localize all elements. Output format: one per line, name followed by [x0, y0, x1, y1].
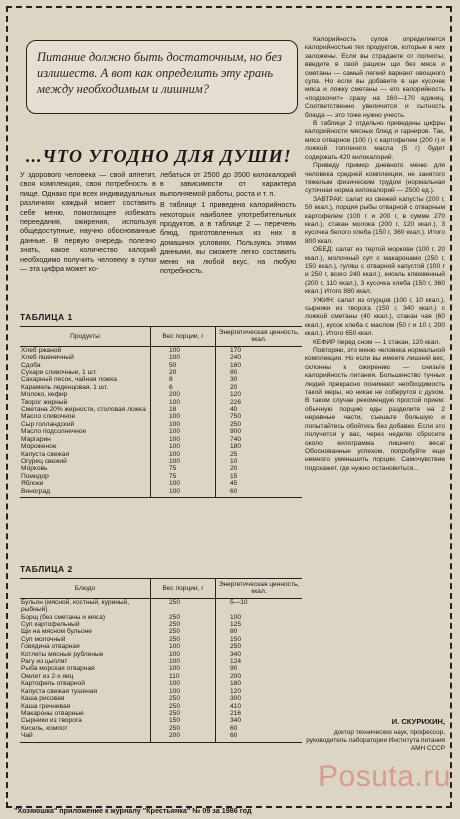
- cell-weight: 100: [151, 436, 216, 443]
- cell-kcal: 45: [216, 480, 303, 487]
- cell-weight: 100: [151, 346, 216, 354]
- watermark-logo: Posuta.ru: [318, 760, 451, 793]
- table2-row: [20, 643, 302, 650]
- lead-column-right: [160, 170, 296, 275]
- cell-weight: 250: [151, 703, 216, 710]
- cell-kcal: 124: [216, 658, 303, 665]
- cell-weight: 50: [151, 362, 216, 369]
- table2-row: [20, 651, 302, 658]
- cell-name: Хлеб ржаной: [21, 346, 62, 354]
- quote-box: [26, 40, 298, 114]
- cell-weight: 100: [151, 688, 216, 695]
- table1-row: [20, 451, 302, 458]
- cell-kcal: 900: [216, 428, 303, 435]
- table1-header-weight: Вес порции, г: [151, 327, 216, 347]
- table1-row: [20, 399, 302, 406]
- table2-row: [20, 628, 302, 635]
- cell-name: Каша рисовая: [21, 695, 65, 703]
- cell-weight: 250: [151, 598, 216, 613]
- cell-weight: 75: [151, 465, 216, 472]
- cell-kcal: 60: [216, 488, 303, 498]
- cell-name: Картофель отварной: [21, 680, 85, 688]
- table2-title: ТАБЛИЦА 2: [20, 564, 73, 574]
- lead-text-right-2: В таблице 1 приведена калорийность некоторых наиболее употребительных продуктов, а в таблице 2 — перечень блюд, приготовленных из них в домашних условиях. Пользуясь этими данными, вы сможете легко составить меню на любой вкус, на любую потребность.: [160, 200, 296, 276]
- article-headline: ...ЧТО УГОДНО ДЛЯ ДУШИ!: [26, 146, 292, 166]
- cell-name: Котлеты мясные рубленые: [21, 650, 104, 658]
- cell-name: Сдоба: [21, 361, 41, 369]
- right-column-paragraph: Калорийность супов определяется калорийностью тех продуктов, которые в них заложены. Если вы страдаете от полноты, введите в свой рацион щи без мяса и сметаны — самый легкий вариант овощного супа. Но если вы добавите в щи кусочек мяса и ложку сметаны — его калорийность «подскочит» сразу на 160—170 единиц. Соответственно увеличится и сытность блюда — это тоже нужно учесть.: [305, 36, 445, 119]
- cell-name: Сырники из творога: [21, 717, 82, 725]
- cell-kcal: 25: [216, 451, 303, 458]
- cell-name: Рагу из цыплят: [21, 658, 68, 666]
- intro-quote: Питание должно быть достаточным, но без излишеств. А вот как определить эту грань между необходимым и лишним?: [37, 50, 282, 96]
- cell-kcal: 240: [216, 354, 303, 361]
- cell-weight: 250: [151, 695, 216, 702]
- cell-kcal: 740: [216, 436, 303, 443]
- cell-weight: 100: [151, 488, 216, 498]
- cell-weight: 110: [151, 673, 216, 680]
- cell-weight: 100: [151, 458, 216, 465]
- table1-row: [20, 354, 302, 361]
- cell-weight: 100: [151, 413, 216, 420]
- right-column-paragraph: ЗАВТРАК: салат из свежей капусты (200 г, 50 ккал.), порция рыбы отварной с отварным картофелем (100 г и 200 г, в сумме 270 ккал.), стакан молока (200 г, 120 ккал.), 3 кусочка белого хлеба (150 г, 360 ккал.). Итого 800 ккал.: [305, 195, 445, 245]
- cell-name: Масло сливочное: [21, 413, 76, 421]
- cell-kcal: 300: [216, 695, 303, 702]
- cell-kcal: 180: [216, 680, 303, 687]
- right-column-text: [305, 36, 445, 473]
- cell-weight: 100: [151, 399, 216, 406]
- table1-row: [20, 488, 302, 498]
- cell-name: Суп молочный: [21, 635, 66, 643]
- cell-name: Молоко, кефир: [21, 391, 68, 399]
- cell-kcal: 30: [216, 376, 303, 383]
- cell-kcal: 200: [216, 673, 303, 680]
- cell-kcal: 90: [216, 665, 303, 672]
- table1-row: [20, 413, 302, 420]
- cell-name: Каша гречневая: [21, 702, 71, 710]
- author-name: И. СКУРИХИН,: [391, 717, 445, 726]
- table2-row: [20, 688, 302, 695]
- cell-kcal: 15: [216, 473, 303, 480]
- table2-row: [20, 703, 302, 710]
- right-column-paragraph: Приведу пример дневного меню для человека средней комплекции, не занятого тяжелым физическим трудом (нормальная суточная норма килокалорий — 2500 ед.).: [305, 162, 445, 195]
- cell-kcal: 150: [216, 636, 303, 643]
- cell-weight: 200: [151, 732, 216, 742]
- table1-row: [20, 376, 302, 383]
- table1-row: [20, 480, 302, 487]
- table1-header-kcal: Энергетическая ценность, ккал.: [216, 327, 303, 347]
- lead-column-left: [20, 170, 156, 273]
- table1-row: [20, 421, 302, 428]
- cell-name: Рыба морская отварная: [21, 665, 95, 673]
- cell-weight: 200: [151, 391, 216, 398]
- cell-name: Сыр голландский: [21, 420, 75, 428]
- cell-weight: 100: [151, 665, 216, 672]
- cell-name: Кисель, компот: [21, 724, 68, 732]
- cell-name: Сухари сливочные, 1 шт.: [21, 369, 97, 377]
- table2-row: [20, 598, 302, 613]
- cell-name: Макароны отварные: [21, 709, 84, 717]
- table2-header-dish: Блюдо: [20, 579, 151, 599]
- cell-name: Масло подсолнечное: [21, 428, 87, 436]
- cell-kcal: 750: [216, 413, 303, 420]
- table1-row: [20, 362, 302, 369]
- cell-kcal: 120: [216, 688, 303, 695]
- table2-header-weight: Вес порции, г: [151, 579, 216, 599]
- table2: [20, 578, 302, 743]
- table1-row: [20, 458, 302, 465]
- cell-name: Щи на мясном бульоне: [21, 628, 92, 636]
- table2-row: [20, 614, 302, 621]
- table1-row: [20, 443, 302, 450]
- cell-weight: 100: [151, 421, 216, 428]
- page-footer: "Хозяюшка" приложение к журналу "Крестьянка" № 09 за 1986 год: [14, 806, 252, 815]
- table2-row: [20, 636, 302, 643]
- cell-name: Творог жирный: [21, 398, 68, 406]
- table2-row: [20, 680, 302, 687]
- cell-name: Сахарный песок, чайная ложка: [21, 376, 117, 384]
- cell-kcal: 125: [216, 621, 303, 628]
- cell-kcal: 100: [216, 614, 303, 621]
- cell-weight: 8: [151, 376, 216, 383]
- cell-weight: 150: [151, 717, 216, 724]
- cell-name: Чай: [20, 732, 151, 742]
- right-column-paragraph: УЖИН: салат из огурцов (100 г, 10 ккал.), сырники из творога (150 г, 340 ккал.) с ложкой сметаны (40 ккал.), стакан чая (60 ккал.), кусок хлеба с маслом (50 г и 10 г, 200 ккал.). Итого 650 ккал.: [305, 296, 445, 338]
- table2-row: [20, 665, 302, 672]
- table2-row: [20, 695, 302, 702]
- cell-kcal: 5—10: [216, 598, 303, 613]
- lead-text-right-1: лебаться от 2500 до 3500 килокалорий в зависимости от характера выполняемой работы, роста и т. п.: [160, 170, 296, 198]
- cell-name: Хлеб пшеничный: [21, 354, 74, 362]
- cell-weight: 250: [151, 621, 216, 628]
- cell-weight: 100: [151, 354, 216, 361]
- cell-kcal: 60: [216, 732, 303, 742]
- cell-name: Помидор: [21, 472, 49, 480]
- table1-row: [20, 391, 302, 398]
- cell-kcal: 410: [216, 703, 303, 710]
- table1-row: [20, 465, 302, 472]
- right-column-paragraph: ОБЕД: салат из тертой моркови (100 г, 20 ккал.), молочный суп с макаронами (250 г, 150 ккал.), гуляш с отварной капустой (100 г и 250 г, всего 240 ккал.), кисель клюквенный (200 г, 110 ккал.), 3 кусочка хлеба (150 г, 360 ккал.) Итого 880 ккал.: [305, 246, 445, 296]
- cell-kcal: 10: [216, 458, 303, 465]
- cell-kcal: 180: [216, 443, 303, 450]
- cell-weight: 100: [151, 480, 216, 487]
- table1-title: ТАБЛИЦА 1: [20, 312, 73, 322]
- cell-weight: 6: [151, 384, 216, 391]
- cell-weight: 100: [151, 643, 216, 650]
- cell-name: Мороженое: [21, 443, 57, 451]
- cell-name: Маргарин: [21, 435, 51, 443]
- cell-kcal: 80: [216, 628, 303, 635]
- cell-kcal: 20: [216, 465, 303, 472]
- cell-weight: 250: [151, 710, 216, 717]
- cell-weight: 250: [151, 628, 216, 635]
- cell-name: Бульон (мясной, костный, куриный, рыбный): [21, 598, 130, 614]
- table1-row: [20, 406, 302, 413]
- lead-text-left: У здорового человека — свой аппетит, своя комплекция, своя потребность в пище. Однако при всех индивидуальных различиях каждый может составить себе меню, помогающее избежать переедания, ожирения, используя общедоступные, научно обоснованные данные. В первую очередь полезно знать, какое количество калорий необходимо получить человеку в сутки — эта цифра может ко-: [20, 170, 156, 274]
- cell-weight: 75: [151, 473, 216, 480]
- cell-kcal: 120: [216, 391, 303, 398]
- cell-weight: 20: [151, 369, 216, 376]
- cell-kcal: 340: [216, 717, 303, 724]
- cell-name: Капуста свежая: [21, 450, 70, 458]
- cell-name: Капуста свежая тушеная: [21, 687, 98, 695]
- table1: [20, 326, 302, 498]
- cell-weight: 250: [151, 614, 216, 621]
- cell-weight: 18: [151, 406, 216, 413]
- right-column-paragraph: В таблице 2 отдельно приведены цифры калорийности мясных блюд и гарниров. Так, мясо отварное (100 г) с картофелем (200 г) и ложкой топленого масла (5 г) будет содержать 420 килокалорий.: [305, 120, 445, 161]
- cell-kcal: 40: [216, 406, 303, 413]
- cell-name: Борщ (без сметаны и мяса): [21, 613, 106, 621]
- cell-kcal: 20: [216, 384, 303, 391]
- table2-row: [20, 732, 302, 742]
- cell-kcal: 60: [216, 725, 303, 732]
- cell-kcal: 160: [216, 362, 303, 369]
- right-column-paragraph: Повторяю, это меню человека нормальной комплекции. Но если вы имеете лишний вес, склонны к ожирению — снизьте калорийность питания. Большинство тучных людей прекрасно понимают необходимость такой меры, но никак не соберутся с духом. В таком случае рекомендую простой прием: обычную порцию еды разделите на 2 неравные части, съешьте большую и попытайтесь обойтись без добавки. Если это получится у вас, через неделю сбросите около килограмма лишнего веса! Обоснованные успехом, попробуйте еще немного уменьшить порции. Самочувствие подскажет, где нужно остановиться...: [305, 347, 445, 472]
- cell-name: Яблоки: [21, 480, 44, 488]
- cell-weight: 100: [151, 651, 216, 658]
- cell-kcal: 226: [216, 399, 303, 406]
- cell-weight: 100: [151, 428, 216, 435]
- cell-weight: 250: [151, 725, 216, 732]
- cell-name: Виноград: [20, 488, 151, 498]
- table2-row: [20, 717, 302, 724]
- cell-name: Сметана 20% жирности, столовая ложка: [21, 406, 146, 414]
- table1-row: [20, 428, 302, 435]
- cell-weight: 100: [151, 451, 216, 458]
- cell-name: Огурец свежий: [21, 457, 67, 465]
- table2-row: [20, 710, 302, 717]
- cell-name: Суп картофельный: [21, 621, 80, 629]
- cell-name: Омлет из 2-х яиц: [21, 672, 74, 680]
- cell-kcal: 216: [216, 710, 303, 717]
- table2-header-kcal: Энергетическая ценность, ккал.: [216, 579, 303, 599]
- table1-body: [20, 346, 302, 497]
- table1-header-product: Продукты: [20, 327, 151, 347]
- cell-name: Морковь: [21, 465, 48, 473]
- table1-row: [20, 436, 302, 443]
- cell-kcal: 170: [216, 346, 303, 354]
- cell-kcal: 340: [216, 651, 303, 658]
- table2-body: [20, 598, 302, 742]
- cell-kcal: 250: [216, 421, 303, 428]
- cell-weight: 100: [151, 680, 216, 687]
- cell-weight: 100: [151, 443, 216, 450]
- table1-row: [20, 384, 302, 391]
- cell-weight: 100: [151, 658, 216, 665]
- cell-kcal: 250: [216, 643, 303, 650]
- cell-kcal: 80: [216, 369, 303, 376]
- right-column-paragraph: КЕФИР перед сном — 1 стакан, 120 ккал.: [313, 338, 441, 346]
- author-title: доктор технических наук, профессор, руководитель лаборатории Института питания АМН СССР: [306, 729, 445, 752]
- cell-weight: 250: [151, 636, 216, 643]
- cell-name: Говядина отварная: [21, 643, 80, 651]
- cell-name: Карамель леденцовая, 1 шт.: [21, 383, 109, 391]
- table2-row: [20, 725, 302, 732]
- table1-row: [20, 473, 302, 480]
